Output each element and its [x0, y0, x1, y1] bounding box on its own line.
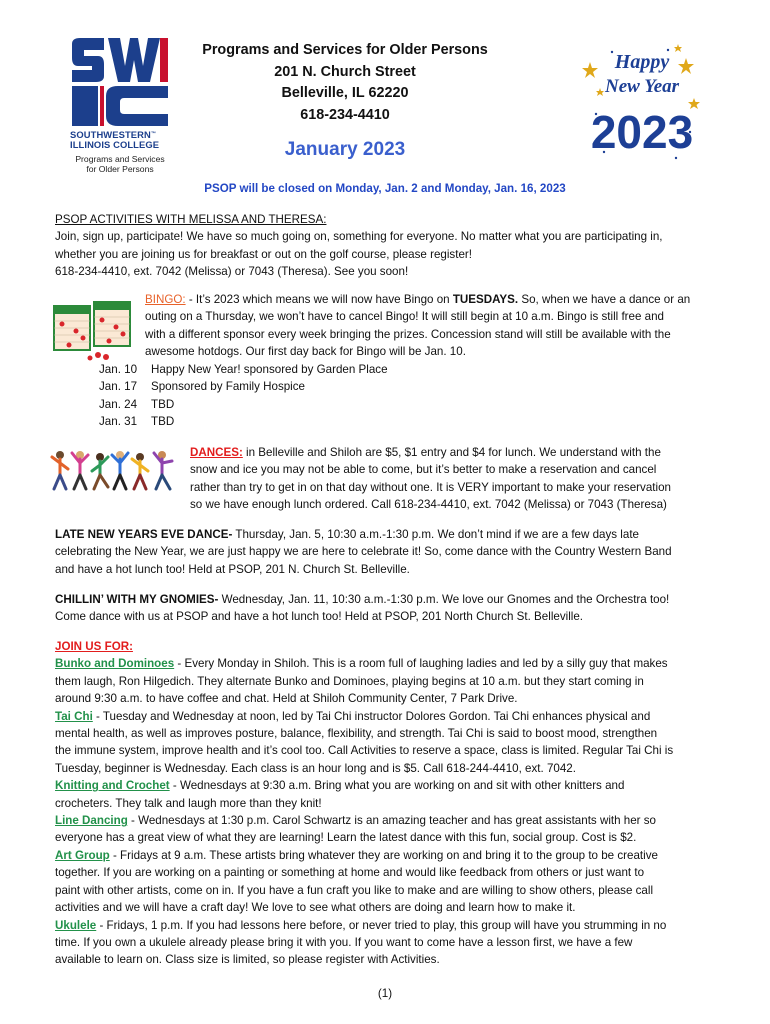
bingo-schedule-row: Jan. 17 Sponsored by Family Hospice [99, 380, 306, 394]
activities-heading: PSOP ACTIVITIES WITH MELISSA AND THERESA: [55, 213, 327, 226]
art-group-link[interactable]: Art Group [55, 848, 110, 862]
nye-dance-label: LATE NEW YEARS EVE DANCE- [55, 528, 233, 541]
bingo-cards-icon [52, 300, 134, 362]
city-state-zip: Belleville, IL 62220 [281, 85, 409, 102]
happy-new-year-badge [582, 40, 702, 165]
phone-number: 618-234-4410 [300, 106, 390, 123]
college-name: SOUTHWESTERN™ ILLINOIS COLLEGE [70, 129, 160, 150]
activities-text-line: Join, sign up, participate! We have so much going on, something for everyone. No matter what you are participating in, [55, 230, 663, 244]
join-us-section [55, 638, 735, 969]
knitting-item: Knitting and Crochet - Wednesdays at 9:30 a.m. Bring what you are working on and sit with other knitters and crocheters. They talk and laugh more than they knit! [55, 779, 625, 810]
taichi-link[interactable]: Tai Chi [55, 709, 93, 723]
dances-label: DANCES: [190, 446, 243, 459]
gnomies-label: CHILLIN’ WITH MY GNOMIES- [55, 593, 219, 606]
bunko-item: Bunko and Dominoes - Every Monday in Shiloh. This is a room full of laughing ladies and led by a silly guy that makes them laugh, Ron Hilgedich. They alternate Bunko and Dominoes, playing begins at 10 a.m. but they start coming in around 9:30 a.m. to have coffee and chat. Held at Shiloh Community Center, 7 Park Drive. [55, 657, 668, 706]
page-number: (1) [377, 987, 393, 1000]
swic-logo-mark [70, 38, 170, 128]
letterhead [180, 40, 510, 162]
line-dancing-item: Line Dancing - Wednesdays at 1:30 p.m. Carol Schwartz is an amazing teacher and has great assistants with her so everyone has a great view of what they are learning! Learn the latest dance with this fun, social group. Cost is $2. [55, 814, 657, 845]
art-group-item: Art Group - Fridays at 9 a.m. These artists bring whatever they are working on and bring it to the group to be creative together. If you are working on a painting or something at home and would like feedback from others or just want to paint with other artists, come on in. If you have a fun craft you like to make and are willing to show others, please call activities and we will have a craft day! We love to see what others are doing and learn how to make it. [55, 848, 658, 915]
dances-section: DANCES: in Belleville and Shiloh are $5, $1 entry and $4 for lunch. We understand with the snow and ice you may not be able to come, but it’s better to make a reservation and cancel rather than try to get in on that day without one. It is VERY important to make your reservation so we have enough lunch ordered. Call 618-234-4410, ext. 7042 (Melissa) or 7043 (Theresa) [190, 446, 671, 512]
bingo-day: TUESDAYS. [452, 293, 519, 306]
org-name: Programs and Services for Older Persons [202, 42, 488, 58]
swic-logo [70, 38, 170, 174]
bingo-schedule-row: Jan. 31 TBD [99, 415, 175, 429]
bingo-schedule-row: Jan. 24 TBD [99, 397, 175, 411]
knitting-link[interactable]: Knitting and Crochet [55, 779, 170, 793]
department-name: Programs and Services for Older Persons [75, 154, 165, 175]
taichi-item: Tai Chi - Tuesday and Wednesday at noon, led by Tai Chi instructor Dolores Gordon. Tai Chi enhances physical and mental health, as well as improves posture, balance, flexibility, and strength. Tai Chi is said to boost mood, strengthen the immune system, improve health and it’s cool too. Call Activities to reserve a space, class is limited. Regular Tai Chi is Tuesday, beginner is Wednesday. Each class is an hour long and is $5. Call 618-244-4410, ext. 7042. [55, 709, 674, 775]
closure-notice: PSOP will be closed on Monday, Jan. 2 and Monday, Jan. 16, 2023 [204, 182, 566, 195]
street-address: 201 N. Church Street [274, 63, 416, 80]
ukulele-link[interactable]: Ukulele [55, 918, 97, 932]
activities-section [55, 211, 735, 281]
nye-dance-section: LATE NEW YEARS EVE DANCE- Thursday, Jan. 5, 10:30 a.m.-1:30 p.m. We don’t mind if we are a few days late celebrating the New Year, we are just happy we are here to celebrate it! So, come dance with the Country Western Band and have a hot lunch too! Held at PSOP, 201 N. Church St. Belleville. [55, 528, 672, 576]
line-dancing-link[interactable]: Line Dancing [55, 814, 128, 828]
badge-new-year-text: New Year [604, 76, 680, 97]
bingo-schedule [99, 361, 499, 431]
bunko-link[interactable]: Bunko and Dominoes [55, 657, 175, 671]
badge-happy-text: Happy [614, 51, 670, 73]
join-us-heading: JOIN US FOR: [55, 640, 133, 653]
bingo-schedule-row: Jan. 10 Happy New Year! sponsored by Garden Place [99, 363, 388, 376]
bingo-label: BINGO: [145, 293, 186, 306]
activities-text-line: whether you are joining us for breakfast or out on the golf course, please register! [55, 247, 472, 261]
ukulele-item: Ukulele - Fridays, 1 p.m. If you had lessons here before, or never tried to play, this group will have you strumming in no time. If you own a ukulele already please bring it with you. If you want to come have a lesson first, we have a few available to learn on. Class size is limited, so please register with Activities. [55, 918, 667, 967]
bingo-section: BINGO: - It’s 2023 which means we will now have Bingo on TUESDAYS. So, when we have a dance or an outing on a Thursday, we won’t have to cancel Bingo! It will still begin at 10 a.m. Bingo is still free and with a different sponsor every week bringing the prizes. Concession stand will still be available with the awesome hotdogs. Our first day back for Bingo will be Jan. 10. [145, 293, 691, 359]
badge-year-text: 2023 [590, 106, 694, 158]
dancers-icon [50, 447, 180, 495]
gnomies-section: CHILLIN’ WITH MY GNOMIES- Wednesday, Jan. 11, 10:30 a.m.-1:30 p.m. We love our Gnomes and the Orchestra too! Come dance with us at PSOP and have a hot lunch too! Held at PSOP, 201 North Church St. Belleville. [55, 593, 670, 624]
issue-month: January 2023 [284, 139, 406, 161]
activities-contact-line: 618-234-4410, ext. 7042 (Melissa) or 7043 (Theresa). See you soon! [55, 265, 409, 279]
